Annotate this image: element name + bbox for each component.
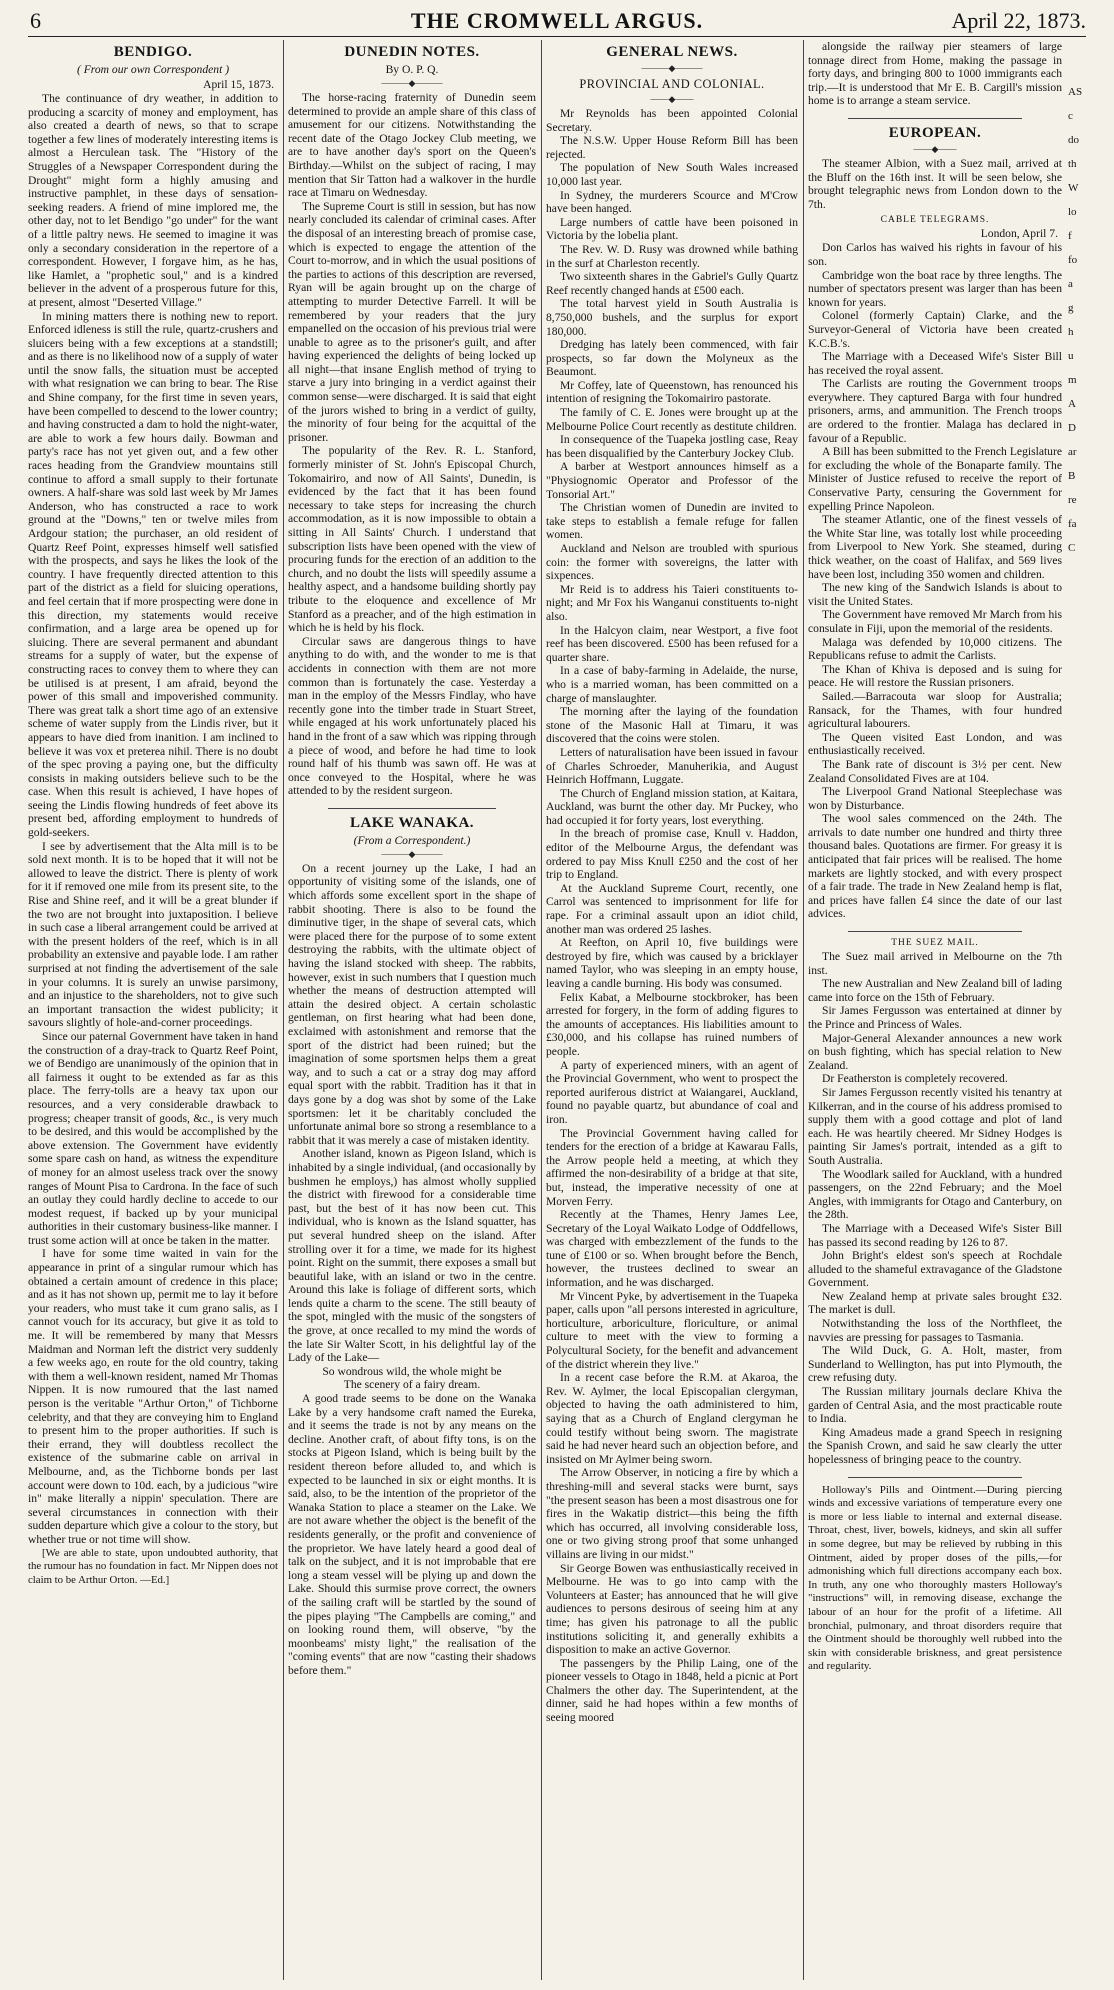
article-body	[288, 1392, 536, 1677]
paragraph: Mr Reynolds has been appointed Colonial Secretary.	[546, 107, 798, 134]
paragraph: On a recent journey up the Lake, I had an opportunity of visiting some of the islands, one of which affords some excellent sport in the shape of rabbit shooting. There is also to be found the diminutive tiger, in the shape of several cats, which were placed there for the purpose of to some extent destroying the rabbits, with the ultimate object of having the island stocked with sheep. The rabbits, however, exist in such numbers that I question much whether the means of destruction attempted will attain the desired object. A certain scholastic gentleman, on first hearing what had been done, exclaimed with astonishment and remorse that the sport of the district had been ruined; but the imagination of some sportsmen helps them a great way, and to such a cat or a stray dog may afford equal sport with the rabbit. Tradition has it that in days gone by a dog was shot by some of the Lake sportsmen: let it be charitably concluded the unfortunate animal bore so strong a resemblance to a rabbit that it was merely a case of mistaken identity.	[288, 861, 536, 1147]
paragraph: The Queen visited East London, and was enthusiastically received.	[808, 730, 1062, 758]
poem-quote	[288, 1365, 536, 1392]
column-rule	[541, 40, 542, 1980]
cable-dateline: London, April 7.	[980, 227, 1058, 241]
paragraph: Colonel (formerly Captain) Clarke, and the Surveyor-General of Victoria have been created K.C.B.'s.	[808, 309, 1062, 350]
section-subtitle: THE SUEZ MAIL.	[891, 938, 979, 949]
paragraph: I see by advertisement that the Alta mill is to be sold next month. It is to be hoped that it will not be allowed to leave the district. There is plenty of work for it if removed one mile from its present site, to the Rise and Shine reef, and it will be a great blunder if the two are not brought into juxtaposition. I believe in such case a liberal arrangement could be arrived at with the present holders of the reef, which is in all probability an extensive and payable lode. I am rather surprised at not finding the advertisement of the sale in your columns. It is surely an unwise parsimony, and an injustice to the shareholders, not to give such an important transaction the widest publicity; it savours slightly of hole-and-corner proceedings.	[28, 839, 278, 1030]
margin-fragment: lo	[1068, 206, 1077, 218]
paragraph: Large numbers of cattle have been poisoned in Victoria by the lobelia plant.	[546, 215, 798, 243]
paragraph: Mr Reid is to address his Taieri constituents to-night; and Mr Fox his Wanganui constituents to-night also.	[546, 582, 798, 623]
paragraph: The steamer Atlantic, one of the finest vessels of the White Star line, was totally lost while proceeding from Liverpool to New York. She steamed, during thick weather, on the coast of Halifax, and 569 lives have been lost, including 350 women and children.	[808, 513, 1062, 581]
article-title: EUROPEAN.	[888, 124, 982, 141]
margin-fragment: c	[1068, 110, 1073, 122]
margin-fragment: ar	[1068, 446, 1077, 458]
page-number: 6	[30, 8, 41, 33]
paragraph: The Rev. W. D. Rusy was drowned while bathing in the surf at Charleston recently.	[546, 242, 798, 270]
paragraph: A Bill has been submitted to the French Legislature for excluding the whole of the Bonaparte family. The Minister of Justice refused to receive the report of Conservative Party, censuring the Government for expelling Prince Napoleon.	[808, 445, 1062, 513]
section-rule	[328, 808, 496, 809]
paragraph: The wool sales commenced on the 24th. The arrivals to date number one hundred and thirty three thousand bales. Quotations are firmer. For greasy it is anticipated that fair prices will be realised. The home markets are lightly stocked, and with every prospect of a fair trade. The trade in New Zealand hemp is flat, and prices have fallen £4 since the date of our last advices.	[808, 812, 1062, 921]
paragraph: Since our paternal Government have taken in hand the construction of a dray-track to Quartz Reef Point, we of Bendigo are unanimously of the opinion that in all fairness it ought to be extended as far as this place. The ferry-tolls are a heavy tax upon our resources, and a very considerable drawback to progress; cheaper transit of goods, &c., is very much to be desired, and this would be accomplished by the above extension. The Government have evidently some spare cash on hand, as witness the expenditure of money for an almost useless track over the snowy ranges of Mount Pisa to Cardrona. In the face of such an outlay they could hardly decline to accede to our modest request, if backed up by your municipal authorities in their customary business-like manner. I trust some action will at once be taken in the matter.	[28, 1029, 278, 1247]
article-body	[808, 157, 1062, 211]
paragraph: The Russian military journals declare Khiva the garden of Central Asia, and the most practicable route to India.	[808, 1385, 1062, 1426]
paragraph: Notwithstanding the loss of the Northfleet, the navvies are pressing for passages to Tasmania.	[808, 1317, 1062, 1344]
header-rule	[28, 36, 1086, 37]
article-title: GENERAL NEWS.	[606, 44, 738, 60]
paragraph: A good trade seems to be done on the Wanaka Lake by a very handsome craft named the Eureka, and it seems the trade is not by any means on the decline. Another craft, of about fifty tons, is on the stocks at Pigeon Island, which is being built by the resident thereon before alluded to, and which is expected to be launched in six or eight months. It is said, also, to be the intention of the proprietor of the Wanaka Station to place a steamer on the Lake. We are not aware whether the object is the benefit of the residents generally, or the profit and convenience of the proprietor. We have lately heard a good deal of talk on the subject, and it is not improbable that ere long a steam vessel will be plying up and down the Lake. Should this surmise prove correct, the owners of the sailing craft will be startled by the sound of the pipes playing "The Campbells are coming," and on looking round them, will observe, "by the moonbeams' misty light," the realisation of the "coming events" that are now "casting their shadows before them."	[288, 1392, 536, 1677]
paragraph: The Christian women of Dunedin are invited to take steps to establish a female refuge for fallen women.	[546, 501, 798, 542]
paragraph: In a case of baby-farming in Adelaide, the nurse, who is a married woman, has been committed on a charge of manslaughter.	[546, 664, 798, 705]
margin-fragment: do	[1068, 134, 1079, 146]
paragraph: The horse-racing fraternity of Dunedin seem determined to provide an ample share of this class of amusement for our citizens. Notwithstanding the recent date of the Otago Jockey Club meeting, we are to have another day's sport on the Queen's Birthday.—Whilst on the subject of racing, I may mention that Sir Tatton had a walkover in the hurdle race at Timaru on Wednesday.	[288, 91, 536, 200]
article-body	[808, 241, 1062, 921]
margin-fragment: B	[1068, 470, 1076, 482]
paragraph: At Reefton, on April 10, five buildings were destroyed by fire, which was caused by a bricklayer named Taylor, who was sleeping in an empty house, leaving a candle burning. His body was consumed.	[546, 936, 798, 990]
paragraph: The Marriage with a Deceased Wife's Sister Bill has received the royal assent.	[808, 350, 1062, 377]
paragraph: In Sydney, the murderers Scource and M'Crow have been hanged.	[546, 188, 798, 216]
section-rule	[848, 118, 1022, 119]
editor-note: [We are able to state, upon undoubted authority, that the rumour has no foundation in fact. Mr Nippen does not claim to be Arthur Orton. —Ed.]	[28, 1546, 278, 1586]
paragraph: The family of C. E. Jones were brought up at the Melbourne Police Court recently as destitute children.	[546, 406, 798, 433]
section-rule	[848, 1477, 1022, 1478]
paragraph: The morning after the laying of the foundation stone of the Masonic Hall at Timaru, it was discovered that the coins were stolen.	[546, 705, 798, 746]
article-body	[28, 92, 278, 1547]
paragraph: In the Halcyon claim, near Westport, a five foot reef has been discovered. £500 has been refused for a quarter share.	[546, 623, 798, 664]
paragraph: In the breach of promise case, Knull v. Haddon, editor of the Melbourne Argus, the defendant was ordered to pay Miss Knull £250 and the cost of her trip to England.	[546, 827, 798, 882]
paragraph: The Marriage with a Deceased Wife's Sister Bill has passed its second reading by 126 to 87.	[808, 1221, 1062, 1249]
margin-fragment: fo	[1068, 254, 1078, 266]
margin-fragment: m	[1068, 374, 1077, 386]
paragraph: The passengers by the Philip Laing, one of the pioneer vessels to Otago in 1848, held a picnic at Port Chalmers the other day. The Superintendent, at the dinner, said he had hopes within a few months of seeing moored	[546, 1656, 798, 1725]
column-rule	[283, 40, 284, 1980]
article-title: BENDIGO.	[113, 44, 193, 60]
margin-fragment: f	[1068, 230, 1072, 242]
paragraph: A barber at Westport announces himself as a "Physiognomic Operator and Professor of the Tonsorial Art."	[546, 460, 798, 501]
paragraph: The new king of the Sandwich Islands is about to visit the United States.	[808, 581, 1062, 608]
section-subtitle: CABLE TELEGRAMS.	[880, 215, 990, 226]
column-general-news	[546, 40, 798, 1980]
paragraph: So wondrous wild, the whole might be	[322, 1364, 502, 1378]
paragraph: Auckland and Nelson are troubled with spurious coin: the former with sovereigns, the latter with sixpences.	[546, 542, 798, 583]
paragraph: Cambridge won the boat race by three lengths. The number of spectators present was larger than has been known for years.	[808, 268, 1062, 309]
paragraph: In mining matters there is nothing new to report. Enforced idleness is still the rule, quartz-crushers and sluicers being with a few exceptions at a standstill; and as there is no likelihood now of a supply of water until the snow falls, the situation must be accepted with what resignation we can bring to bear. The Rise and Shine company, for the first time in seven years, have been compelled to descend to the lower country; and having constructed a dam to hold the night-water, are able to work a few hours daily. Bowman and party's race has not yet given out, and a few other races heading from the Grandview mountains still continue to afford a small supply to their fortunate owners. A half-share was sold last week by Mr James Anderson, who has constructed a race to work ground at the "Downs," ten or twelve miles from Ardgour station; the purchaser, an old resident of Quartz Reef Point, expresses himself well satisfied with the prospects, and says he likes the look of the country. I have frequently directed attention to this part of the district as a field for sluicing operations, and feel certain that if more prospecting were done in this direction, my statements would receive confirmation, and a large area be opened up for sluicing. There are several permanent and abundant streams for a supply of water, but the expense of constructing races to convey them to where they can be utilised is at present, I am afraid, beyond the power of this small and impoverished community. There was great talk a short time ago of an extensive scheme of water supply from the Lindis river, but it appears to have died from inanition. I am inclined to believe it was vox et preterea nihil. There is no doubt of the spec proving a paying one, but the difficulty consists in making outsiders believe such to be the case. When this result is achieved, I have hopes of seeing the Lindis flowing hundreds of feet above its present bed, affording employment to hundreds of gold-seekers.	[28, 309, 278, 840]
paragraph: Mr Vincent Pyke, by advertisement in the Tuapeka paper, calls upon "all persons interested in agriculture, horticulture, arboriculture, floriculture, or animal culture to meet with the view to forming a Polycultural Society, for the benefit and advancement of the district wherein they live."	[546, 1289, 798, 1371]
article-title: LAKE WANAKA.	[349, 814, 475, 831]
margin-fragment: C	[1068, 542, 1076, 554]
paragraph: The Arrow Observer, in noticing a fire by which a threshing-mill and several stacks were burnt, says "the present season has been a most disastrous one for fires in the Wakatip district—this being the fifth which has occurred, all involving considerable loss, one or two giving strong proof that some unhanged villains are living in our midst."	[546, 1466, 798, 1561]
paragraph: Sir James Fergusson was entertained at dinner by the Prince and Princess of Wales.	[808, 1004, 1062, 1031]
paragraph: The steamer Albion, with a Suez mail, arrived at the Bluff on the 16th inst. It will be seen below, she brought telegraphic news from London down to the 7th.	[808, 156, 1062, 211]
paragraph: Sailed.—Barracouta war sloop for Australia; Ransack, for the Thames, with four hundred agricultural labourers.	[808, 689, 1062, 731]
paragraph: The Wild Duck, G. A. Holt, master, from Sunderland to Wellington, has put into Plymouth, the crew refusing duty.	[808, 1344, 1062, 1385]
margin-fragment: fa	[1068, 518, 1077, 530]
ornament-rule: ――◆――	[913, 143, 957, 154]
paragraph: Another island, known as Pigeon Island, which is inhabited by a single individual, (and occasionally by bushmen he employs,) has almost wholly supplied the district with firewood for a considerable time past, but the best of it has now been cut. This individual, who is known as the Island squatter, has put several hundred sheep on the island. After strolling over it for a time, we made for its highest point. Right on the summit, there exposes a small but beautiful lake, with an island or two in the centre. Around this lake is foliage of different sorts, which lends quite a charm to the scene. The still beauty of the spot, mingled with the music of the songsters of the grove, at once recalled to my mind the words of the late Sir Walter Scott, in his delightful lay of the Lady of the Lake—	[288, 1147, 536, 1365]
paragraph: The N.S.W. Upper House Reform Bill has been rejected.	[546, 134, 798, 161]
paragraph: The total harvest yield in South Australia is 8,750,000 bushels, and the surplus for export 180,000.	[546, 297, 798, 338]
paragraph: The Woodlark sailed for Auckland, with a hundred passengers, on the 22nd February; and the Moel Angles, with immigrants for Otago and Canterbury, on the 28th.	[808, 1167, 1062, 1222]
paragraph: Malaga was defended by 10,000 citizens. The Republicans refuse to admit the Carlists.	[808, 635, 1062, 663]
paragraph: At the Auckland Supreme Court, recently, one Carrol was sentenced to imprisonment for life for rape. For a criminal assault upon an idiot child, another man was ordered 25 lashes.	[546, 881, 798, 936]
paragraph: The Liverpool Grand National Steeplechase was won by Disturbance.	[808, 785, 1062, 812]
ornament-rule: ―――◆―――	[381, 848, 443, 859]
article-dateline: April 15, 1873.	[203, 78, 274, 91]
margin-fragment: re	[1068, 494, 1077, 506]
margin-fragment: AS	[1068, 86, 1083, 98]
paragraph: King Amadeus made a grand Speech in resigning the Spanish Crown, and said he saw clearly the utter hopelessness of bringing peace to the country.	[808, 1425, 1062, 1466]
margin-fragment: a	[1068, 278, 1073, 290]
paragraph: Two sixteenth shares in the Gabriel's Gully Quartz Reef recently changed hands at £500 each.	[546, 270, 798, 297]
paragraph: The Carlists are routing the Government troops everywhere. They captured Barga with four hundred prisoners, arms, and ammunition. The French troops are ordered to the frontier. Malaga has declared in favour of a Republic.	[808, 377, 1062, 445]
advertisement: Holloway's Pills and Ointment.—During piercing winds and excessive variations of temperature every one is more or less liable to internal and external disease. Throat, chest, liver, bowels, kidneys, and skin all suffer in some degree, but may be relieved by rubbing in this Ointment, aided by proper doses of the pills,—for admonishing which full directions accompany each box. In truth, any one who thoroughly masters Holloway's "instructions" will, in removing disease, exchange the labour of an hour for the profit of a lifetime. All bronchial, pulmonary, and throat disorders require that the Ointment should be thoroughly well rubbed into the skin with considerable briskness, and great persistence and regularity.	[808, 1483, 1062, 1673]
masthead: THE CROMWELL ARGUS.	[410, 8, 704, 33]
article-body	[288, 862, 536, 1365]
article-subtitle: PROVINCIAL AND COLONIAL.	[579, 77, 765, 91]
ornament-rule: ―――◆―――	[641, 63, 703, 73]
article-body	[288, 91, 536, 798]
margin-fragment: g	[1068, 302, 1074, 314]
article-title: DUNEDIN NOTES.	[344, 44, 480, 60]
page-header	[28, 8, 1086, 34]
paragraph: The Government have removed Mr March from his consulate in Fiji, upon the memorial of the residents.	[808, 608, 1062, 635]
paragraph: Mr Coffey, late of Queenstown, has renounced his intention of resigning the Tokomairiro pastorate.	[546, 378, 798, 406]
paragraph: Dredging has lately been commenced, with fair prospects, so far down the Molyneux as the Beaumont.	[546, 338, 798, 379]
paragraph: A party of experienced miners, with an agent of the Provincial Government, who went to prospect the reported auriferous district at Waiangarei, Auckland, found no payable quartz, but abundance of coal and iron.	[546, 1058, 798, 1126]
paragraph: New Zealand hemp at private sales brought £32. The market is dull.	[808, 1289, 1062, 1317]
paragraph: The scenery of a fairy dream.	[343, 1378, 481, 1392]
margin-fragments	[1068, 80, 1108, 1960]
margin-fragment: W	[1068, 182, 1079, 194]
paragraph: The new Australian and New Zealand bill of lading came into force on the 15th of February.	[808, 977, 1062, 1004]
paragraph: Letters of naturalisation have been issued in favour of Charles Schroeder, Manuherikia, and August Heinrich Hoffmann, Luggate.	[546, 745, 798, 787]
paragraph: Recently at the Thames, Henry James Lee, Secretary of the Loyal Waikato Lodge of Oddfellows, was charged with embezzlement of the funds to the tune of £100 or so. When brought before the Bench, however, the trustees declined to swear an information, and he was discharged.	[546, 1208, 798, 1290]
paragraph: Circular saws are dangerous things to have anything to do with, and the wonder to me is that accidents in connection with them are not more common than is fortunately the case. Yesterday a man in the employ of the Messrs Findlay, who have recently gone into the timber trade in Stuart Street, while engaged at his work unfortunately placed his hand in the front of a saw which was ripping through a piece of wood, and before he had time to look round half of his thumb was sawn off. He was at once conveyed to the Hospital, where he was attended to by the resident surgeon.	[288, 634, 536, 798]
paragraph: In consequence of the Tuapeka jostling case, Reay has been disqualified by the Canterbury Jockey Club.	[546, 433, 798, 460]
paragraph: The Provincial Government having called for tenders for the erection of a bridge at Kawarau Falls, the Arrow people held a meeting, at which they affirmed the non-desirability of a bridge at that site, but, instead, the imperative necessity of one at Morven Ferry.	[546, 1126, 798, 1208]
paragraph: The Suez mail arrived in Melbourne on the 7th inst.	[808, 950, 1062, 977]
article-byline: (From a Correspondent.)	[353, 833, 471, 847]
paragraph: John Bright's eldest son's speech at Rochdale alluded to the shameful extravagance of the Gladstone Government.	[808, 1249, 1062, 1290]
article-byline: By O. P. Q.	[385, 63, 439, 76]
paragraph: The population of New South Wales increased 10,000 last year.	[546, 161, 798, 188]
paragraph: In a recent case before the R.M. at Akaroa, the Rev. W. Aylmer, the local Episcopalian clergyman, objected to having the oath administered to him, saying that as a Church of England clergyman he could testify without being sworn. The magistrate said he had never heard such an objection before, and insisted on Mr Aylmer being sworn.	[546, 1371, 798, 1466]
paragraph: The Church of England mission station, at Kaitara, Auckland, was burnt the other day. Mr Puckey, who had occupied it for forty years, lost everything.	[546, 786, 798, 827]
article-body	[546, 107, 798, 1725]
paragraph: Sir James Fergusson recently visited his tenantry at Kilkerran, and in the course of his address promised to supply them with a good cottage and plot of land each. He was heartily cheered. Mr Sidney Hodges is painting Sir James's portrait, intended as a gift to South Australia.	[808, 1085, 1062, 1167]
margin-fragment: u	[1068, 350, 1074, 362]
paragraph: alongside the railway pier steamers of large tonnage direct from Home, making the passage in forty days, and bringing 800 to 1000 immigrants each trip.—It is understood that Mr E. B. Cargill's mission home is to arrange a steam service.	[808, 40, 1062, 108]
article-body	[808, 950, 1062, 1467]
paragraph: The Bank rate of discount is 3½ per cent. New Zealand Consolidated Fives are at 104.	[808, 757, 1062, 785]
column-dunedin-wanaka	[288, 40, 536, 1980]
paragraph: The Supreme Court is still in session, but has now nearly concluded its calendar of criminal cases. After the disposal of an interesting breach of promise case, which is expected to engage the attention of the Court to-morrow, and in which the usual positions of the parties to actions of this description are reversed, Ryan will be again brought up on the charge of attempting to murder Detective Farrell. It will be remembered by your readers that the jury empanelled on the occasion of his previous trial were unable to agree as to the prisoner's guilt, and after having experienced the delights of being locked up all night—that insane English method of trying to starve a jury into bringing in a verdict against their common sense—were discharged. It is said that eight of the jurors wished to bring in a verdict of guilty, the minority of four being for the acquittal of the prisoner.	[288, 199, 536, 444]
paragraph: The Khan of Khiva is deposed and is suing for peace. He will restore the Russian prisoners.	[808, 662, 1062, 690]
article-byline: ( From our own Correspondent )	[76, 63, 230, 76]
issue-date: April 22, 1873.	[951, 8, 1086, 33]
column-rule	[803, 40, 804, 1980]
paragraph: The popularity of the Rev. R. L. Stanford, formerly minister of St. John's Episcopal Church, Tokomairiro, and now of All Saints', Dunedin, is evidenced by the fact that it has been found necessary to take steps for increasing the church accommodation, as it is now impossible to obtain a sitting in All Saints' Church. I understand that subscription lists have been opened with the view of procuring funds for the erection of an addition to the church, and no doubt the lists will speedily assume a healthy aspect, and a handsome building shortly pay tribute to the eloquence and excellence of Mr Stanford as a preacher, and of the high estimation in which he is held by his flock.	[288, 444, 536, 635]
margin-fragment: h	[1068, 326, 1074, 338]
article-body	[808, 40, 1062, 108]
margin-fragment: A	[1068, 398, 1076, 410]
ornament-rule: ―――◆―――	[381, 78, 443, 88]
margin-fragment: D	[1068, 422, 1076, 434]
paragraph: Dr Featherston is completely recovered.	[822, 1072, 1008, 1086]
column-bendigo	[28, 40, 278, 1980]
section-rule	[848, 931, 1022, 932]
paragraph: Sir George Bowen was enthusiastically received in Melbourne. He was to go into camp with the Volunteers at Easter; has announced that he will give audiences to persons desirous of seeing him at any time; has given his patronage to all the public institutions soliciting it, and generally exhibits a disposition to make an active Governor.	[546, 1561, 798, 1657]
paragraph: Major-General Alexander announces a new work on bush fighting, which has special relation to New Zealand.	[808, 1031, 1062, 1072]
paragraph: Don Carlos has waived his rights in favour of his son.	[808, 241, 1062, 268]
paragraph: Felix Kabat, a Melbourne stockbroker, has been arrested for forgery, in the form of adding figures to the amounts of acceptances. His liabilities amount to £30,000, and his collapse has ruined numbers of people.	[546, 990, 798, 1058]
column-european	[808, 40, 1062, 1980]
paragraph: The continuance of dry weather, in addition to producing a scarcity of money and employment, has also created a dearth of news, so that to scrape together a few lines of moderately interesting items is almost a Herculean task. The "History of the Struggles of a Newspaper Correspondent during the Drought" might form a highly amusing and instructive pamphlet, in these days of sensation-seeking readers. A friend of mine implored me, the other day, not to let Bendigo "go under" for the want of a little paltry news. He seemed to imagine it was only a secondary consideration in the repertore of a correspondent. However, I forgave him, as he has, like Hamlet, a "prophetic soul," and is a kindred believer in the advent of a prosperous future for this, at present, almost "Deserted Village."	[28, 92, 278, 309]
margin-fragment: th	[1068, 158, 1077, 170]
ornament-rule: ――◆――	[650, 94, 694, 104]
paragraph: I have for some time waited in vain for the appearance in print of a singular rumour which has obtained a certain amount of credence in this place; and as it has not shown up, permit me to lay it before your readers, who must take it cum grano salis, as I cannot vouch for its accuracy, but give it as told to me. It will be remembered by many that Messrs Maidman and Norman left the district very suddenly a few weeks ago, en route for the old country, taking with them a well-known resident, named Mr Thomas Nippen. It is now rumoured that the last named person is the veritable "Arthur Orton," of Tichborne celebrity, and that they are conveying him to England to present him to the proper authorities. If such is their errand, they will doubtless recollect the existence of the submarine cable on arrival in Melbourne, and, as the Tichborne bonds per last account were down to 10d. each, by a judicious "wire in" make literally a nippin' speculation. There are several circumstances in connection with their sudden departure which give a colour to the story, but whether true or not time will show.	[28, 1247, 278, 1546]
